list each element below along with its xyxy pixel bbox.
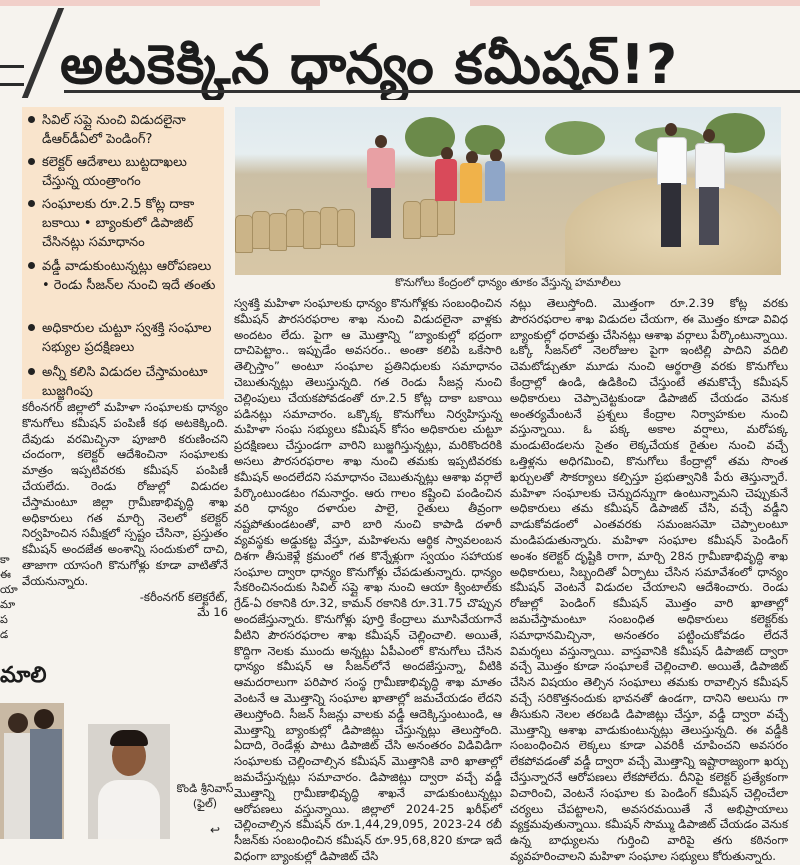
article-paragraph: నట్లు తెలుస్తోంది. మొత్తంగా రూ.2.39 కోట్ల వరకు పౌరసరఫరాల శాఖ విడుదల చేయగా, ఈ మొత్తం కూడా వివిధ బ్యాంకుల్లో ధరావత్తు చేసినట్లు ఆశాఖ వర్గాలు పేర్కొంటున్నాయి. ఒక్కో సీజన్‌లో నెలరోజుల పైగా ఇంటిల్లి పాదిని వదిలి చెమటోడ్చుతూ మూడు నుంచి ఆర్థరాత్రి వరకు కొనుగోలు కేంద్రాల్లో ఉండి, ఉడికించి చేస్తుంటే తమకొచ్చే కమీషన్‌ అధికారులు చెప్పాచెట్టకుండా డిపాజిట్‌ చేయడం వెనుక అంతర్యమేంటనే ప్రశ్నలు కేంద్రాల నిర్వాహకుల నుంచి వస్తున్నాయి. ఓ పక్క అకాల వర్షాలు, మరోపక్క మండుటెండలను సైతం లెక్కచేయక రైతుల నుంచి వచ్చే ఒత్తిళ్లను అధిగమించి, కొనుగోలు కేంద్రాల్లో తమ సొంత ఖర్చులతో సౌకర్యాలు కల్పిస్తూ ప్రభుత్వానికి పేరు తెస్తున్నారే. మహిళా సంఘాలకు చెన్నుదన్నుగా ఉంటున్నామని చెప్పుకునే అధికారులు తమ కమీషన్‌ డిపాజిట్‌ చేసి, వచ్చే వడ్డీని వాడుకోవడంలో ఎంతవరకు సమంజసమో చెప్పాలంటూ మండిపడుతున్నారు. మహిళా సంఘాల కమీషన్‌ పెండింగ్‌ అంశం కలెక్టర్‌ దృష్టికి రాగా, మార్చి 28న గ్రామీణాభివృద్ధి శాఖ అధికారులు, సిబ్బందితో ఏర్పాటు చేసిన సమావేశంలో ధాన్యం కమీషన్‌ వెంటనే విడుదల చేయాలని ఆదేశించారు. రెండు రోజుల్లో పెండింగ్‌ కమీషన్‌ మొత్తం వారి ఖాతాల్లో జమచేస్తామంటూ సంబంధిత అధికారులు కలెక్టర్‌కు సమాధానమిచ్చినా, అనంతరం పట్టించుకోవడం లేదనే విమర్శలు వస్తున్నాయి. వాస్తవానికి కమీషన్‌ డిపాజిట్‌ ద్వారా వచ్చే మొత్తం కూడా సంఘాలకే చెల్లించాలి. అయితే, డిపాజిట్‌ చేసిన విషయం తెల్సిన సంఘాలు తమకు రావాల్సిన కమీషన్‌ వచ్చే సరికొత్తనందుకు భావనతో ఉండగా, దానిని అలుసు గా తీసుకుని నెలల తరబడి డిపాజిట్లు చేస్తూ, వడ్డీ ద్వారా వచ్చే మొత్తాన్ని ఆశాఖ వాడుకుంటున్నట్లు తెలుస్తున్నది. ఈ వడ్డీకి సంబంధించిన లెక్కలు కూడా ఎవరికీ చూపించని అవసరం లేకపోవడంతో వడ్డీ ద్వారా వచ్చే మొత్తాన్ని ఇష్టారాజ్యంగా ఖర్చు చేస్తున్నారనే ఆరోపణలు లేకపోలేదు. దీనిపై కలెక్టర్‌ ప్రత్యేకంగా విచారించి, వెంటనే సంఘాల కు పెండింగ్‌ కమీషన్‌ చెల్లించేలా చర్యలు చేపట్టాలని, అవసరమయితే నే అభిప్రాయాలు వ్యక్తమవుతున్నాయి. కమీషన్‌ సొమ్ము డిపాజిట్‌ చేయడం వెనుక ఉన్న బాధ్యులను గుర్తించి వారిపై తగు కఠినంగా వ్యవహరించాలని మహిళా సంఘాల సభ్యులు కోరుతున్నారు. (510, 296, 788, 863)
person-hair (110, 730, 148, 746)
tree (545, 121, 605, 155)
column-bullet-bar (0, 83, 24, 86)
adjacent-story-photo (0, 703, 64, 839)
adjacent-story-heading: మాలి (0, 663, 47, 688)
person-legs (699, 187, 719, 245)
key-point-text: వడ్డీ వాడుకుంటున్నట్లు ఆరోపణలు • రెండు సీజన్‌ల నుంచి ఇదే తంతు (42, 259, 216, 293)
key-point-text: కలెక్టర్‌ ఆదేశాలు బుట్టదాఖలు చేస్తున్న యంత్రాంగం (42, 155, 187, 189)
bullet-dot-icon (28, 200, 35, 207)
person-legs (661, 183, 681, 247)
person-torso (485, 161, 505, 201)
news-photo-grain-center (235, 107, 781, 275)
article-column-right (510, 296, 788, 865)
key-point-text: సివిల్‌ సప్లై నుంచి విడుదలైనా డీఆర్‌డీఏలో పెండింగ్‌? (42, 113, 186, 147)
person-head (8, 713, 28, 733)
person-torso (435, 159, 457, 201)
text-fragment: యా (0, 583, 18, 596)
text-fragment: ప (0, 613, 8, 626)
text-fragment: ఈ (0, 568, 11, 581)
person-torso (695, 143, 725, 189)
photo-credit-name: కొండి శ్రీనివాస్‌ (176, 782, 234, 795)
key-point-text: అన్నీ కలిసి విడుదల చేస్తామంటూ బుజ్జగింపు (42, 365, 208, 399)
person-head (665, 123, 677, 136)
key-point-text: అధికారుల చుట్టూ స్వశక్తి సంఘాల సభ్యుల ప్రదక్షిణలు (42, 321, 212, 355)
article-column-middle (234, 296, 502, 865)
grain-sack (320, 207, 338, 245)
grain-sack (437, 197, 455, 235)
person-torso (4, 733, 30, 839)
person-legs (371, 188, 391, 238)
dateline-place: -కరీంనగర్‌ కలెక్టరేట్‌, (139, 589, 228, 604)
top-color-strip (0, 0, 320, 6)
bullet-dot-icon (28, 158, 35, 165)
person-torso (367, 148, 395, 188)
text-fragment: కా (0, 553, 10, 566)
grain-sack (420, 199, 438, 237)
grain-sack (303, 211, 321, 249)
person-head (703, 129, 715, 142)
grain-sack (403, 201, 421, 239)
person-torso (98, 780, 160, 839)
article-paragraph: కరీంనగర్‌ జిల్లాలో మహిళా సంఘాలకు ధాన్యం కొనుగోలు కమీషన్‌ పంపిణీ కథ అటకెక్కింది. దేవుడు వరమిచ్చినా పూజారి కరుణించని చందంగా, కలెక్టర్‌ ఆదేశించినా సంఘాలకు మాత్రం ఇప్పటివరకు కమీషన్‌ పంపిణీ చేయలేదు. రెండు రోజుల్లో విడుదల చేస్తామంటూ జిల్లా గ్రామీణాభివృద్ధి శాఖ అధికారులు గత మార్చి నెలలో కలెక్టర్‌ నిర్వహించిన సమీక్షలో స్పష్టం చేసినా, ప్రస్తుతం కమీషన్‌ అందజేత అంశాన్ని సందుకులో దాచి, తాజాగా యాసంగి కొనుగోళ్లు కూడా వాటితోనే వేయనున్నారు. (22, 400, 228, 588)
text-fragment: మా (0, 598, 16, 611)
text-fragment: డ (0, 628, 9, 641)
grain-sack (235, 215, 253, 253)
photo-credit (175, 781, 235, 811)
person-torso (657, 137, 687, 185)
person-head (375, 135, 387, 148)
photo-caption: కొనుగోలు కేంద్రంలో ధాన్యం తూకం వేస్తున్న హమాలీలు (395, 276, 621, 289)
grain-sack (286, 209, 304, 247)
headline-underline (64, 90, 800, 93)
bullet-dot-icon (28, 324, 35, 331)
grain-sack (252, 211, 270, 249)
grain-sack (269, 213, 287, 251)
reply-arrow-icon: ↩ (210, 823, 221, 837)
article-column-intro (22, 400, 228, 621)
key-points-box (22, 107, 224, 399)
photo-credit-note: (ఫైల్‌) (192, 797, 218, 810)
dateline-date: మే 16 (197, 605, 228, 620)
article-paragraph: స్వశక్తి మహిళా సంఘాలకు ధాన్యం కొనుగోళ్లకు సంబంధించిన కమీషన్‌ పౌరసరఫరాల శాఖ నుంచి విడుదలైనా వాళ్లకు అందటం లేదు. పైగా ఆ మొత్తాన్ని “బ్యాంకుల్లో భద్రంగా దాచిపెట్టాం.. ఇప్పుడేం అవసరం.. అంతా కలిపి ఒకేసారి తెల్చిస్తాం” అంటూ సంఘాల ప్రతినిధులకు సమాధానం చెబుతున్నట్లు తెలుస్తున్నది. గత రెండు సీజన్ల నుంచి చెల్లింపులు చేయకపోవడంతో రూ.2.5 కోట్ల దాకా బకాయి పడినట్లు సమాచారం. ఒక్కొక్క కొనుగోలు నిర్వహిస్తున్న మహిళా సంఘ సభ్యులు కమీషన్‌ కోసం అధికారుల చుట్టూ ప్రదక్షిణలు చేస్తుండగా వారిని బుజ్జగిస్తున్నట్లు, మరికొందరికి అసలు పౌరసరఫరాల శాఖ నుంచి తమకు ఇప్పటివరకు కమీషన్‌ అందలేదని సమాధానం చెబుతున్నట్లు ఆశాఖ వర్గాలే పేర్కొంటుండటం గమనార్హం. ఆరు గాలం కష్టించి పండించిన వరి ధాన్యం దళారుల పాలై, రైతులు తీవ్రంగా నష్టపోతుండటంతో, వారి బారి నుంచి కాపాడి దళారీ వ్యవస్థకు అడ్డుకట్ట వేస్తూ, మహిళలను ఆర్థిక స్వావలంబన దిశగా తీసుకెళ్లే క్రమంలో గత కొన్నేళ్లుగా స్వయం సహాయక సంఘాల ద్వారా ధాన్యం కొనుగోళ్లు చేపడుతున్నారు. ధాన్యం సేకరించినందుకు సివిల్‌ సప్లై శాఖ నుంచి ఆయా క్వింటాల్‌కు గ్రేడ్‌-ఏ రకానికి రూ.32, కామన్‌ రకానికి రూ.31.75 చొప్పున అందజేస్తున్నారు. కొనుగోళ్లు పూర్తి కేంద్రాలు మూసివేయగానే వీటిని పౌరసరఫరాల శాఖ కమీషన్‌ చెల్లించాలి. అయితే, కొద్దిగా నెలకు ముందు అన్నట్లు ఏపీఎంలో కొనుగోలు చేసిన ధాన్యం కమీషన్‌ ఆ సీజన్‌లోనే అందజేస్తున్నా, వీటికి ఆమదరాలుగా పరిపార సంస్థ గ్రామీణాభివృద్ధి శాఖ మాతం వెంటనే ఆ మొత్తాన్ని సంఘాల ఖాతాల్లో జమచేయడం లేదని తెలుస్తోంది. సీజన్‌ సీజన్లు వాలకు వడ్డీ ఆదెక్కిస్తుంటుండి, ఆ మొత్తాన్ని బ్యాంకుల్లో డిపాజిట్లు చేస్తున్నట్లు తెలుస్తోంది. ఏదాది, రెండేళ్లు పాటు డిపాజిట్‌ చేసి అనంతరం విడివిడిగా సంఘాలకు చెల్లించాల్సిన కమీషన్‌ మొత్తానికి వారి ఖాతాల్లో జమచేస్తున్నట్లు సమాచారం. డిపాజిట్లు ద్వారా వచ్చే వడ్డీ మొత్తాన్ని గ్రామీణాభివృద్ధి శాఖనే వాడుకుంటున్నట్లు ఆరోపణలు వస్తున్నాయి. జిల్లాలో 2024-25 ఖరీఫ్‌లో చెల్లించాల్సిన కమీషన్‌ రూ.1,44,29,095, 2023-24 రబీ సీజన్‌కు సంబంధించిన కమీషన్‌ రూ.95,68,820 కూడా ఇదే విధంగా బ్యాంకుల్లో డిపాజిట్‌ చేసి (234, 296, 502, 863)
column-bullet-bar (0, 65, 24, 68)
bullet-dot-icon (28, 116, 35, 123)
top-color-strip (470, 0, 800, 6)
person-torso (30, 729, 62, 839)
reporter-photo (88, 724, 170, 839)
person-torso (460, 163, 482, 203)
bullet-dot-icon (28, 262, 35, 269)
headline: అటకెక్కిన ధాన్యం కమీషన్‌!? (60, 33, 679, 96)
grain-sack (337, 209, 355, 247)
bullet-dot-icon (28, 368, 35, 375)
person-head (34, 709, 54, 729)
key-point-text: సంఘాలకు రూ.2.5 కోట్ల దాకా బకాయి • బ్యాంకులో డిపాజిట్‌ చేసినట్లు సమాధానం (42, 197, 195, 250)
